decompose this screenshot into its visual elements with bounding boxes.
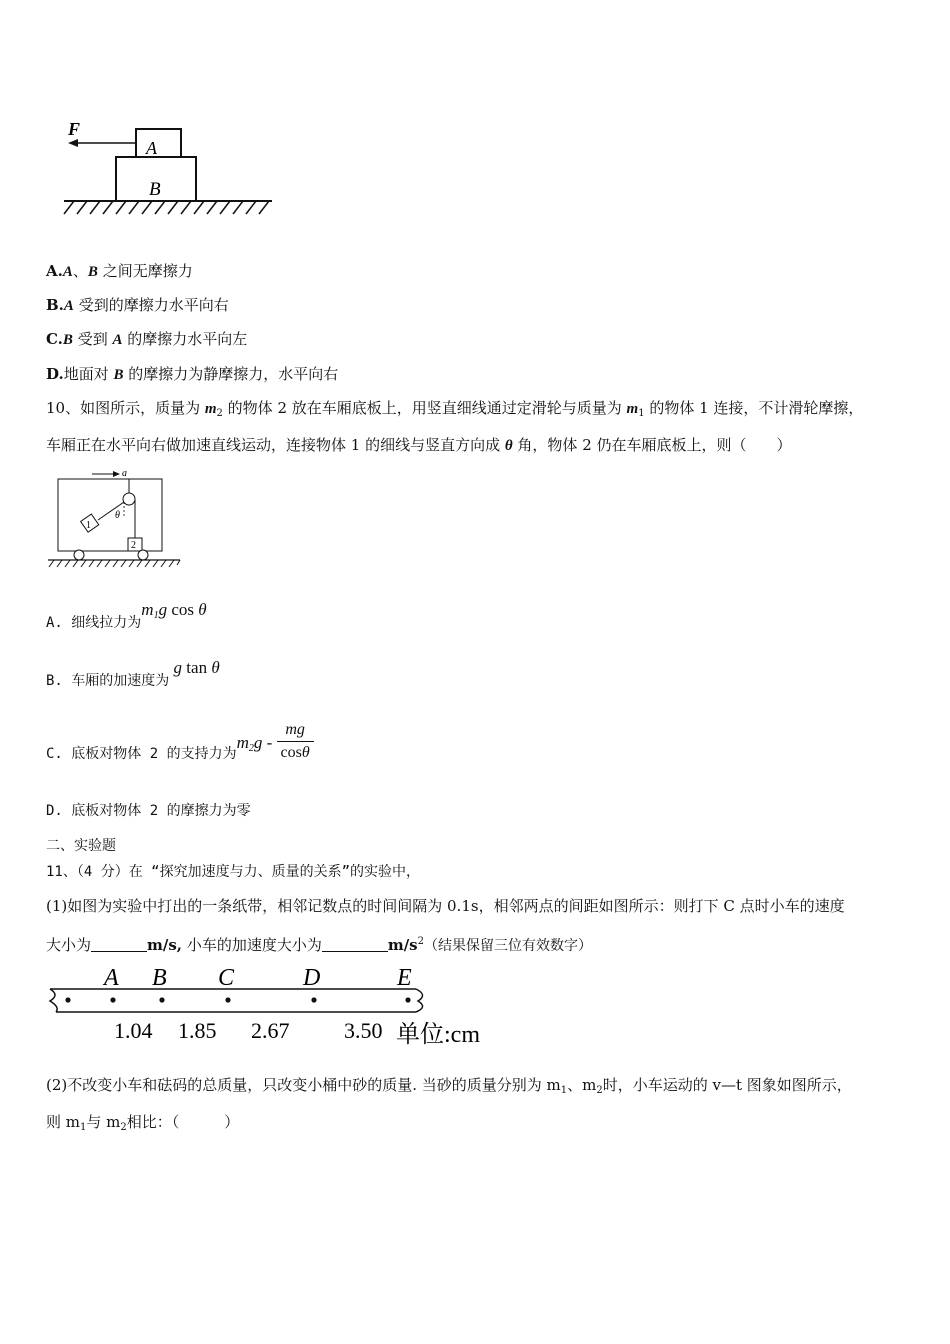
tape-unit: 单位:cm — [396, 1022, 480, 1048]
q9-option-c: C.B 受到 A 的摩擦力水平向左 — [46, 330, 248, 348]
tape-point-b: B — [152, 965, 167, 991]
tape-dot-e — [311, 997, 316, 1002]
figure-paper-tape — [44, 960, 504, 1052]
tape-point-e: E — [397, 965, 412, 991]
q11-part2-line2: 则 $m_1$与 $m_2$相比：（ ） — [46, 1113, 240, 1133]
object-2-label: 2 — [131, 540, 136, 551]
tape-point-c: C — [218, 965, 235, 991]
tape-point-a: A — [104, 965, 119, 991]
figure-blocks-ab — [60, 115, 280, 220]
q10-stem-line2: 车厢正在水平向右做加速直线运动，连接物体 1 的细线与竖直方向成 θ 角，物体 2 仍在车厢底板上，则（ ） — [46, 436, 792, 454]
q10-stem-line1: 10、如图所示，质量为 $m_2$ 的物体 2 放在车厢底板上，用竖直细线通过定滑轮与质量为 $m_1$ 的物体 1 连接，不计滑轮摩擦， — [46, 399, 864, 419]
object-1-label: 1 — [86, 520, 91, 531]
q11-part2-line1: (2)不改变小车和砝码的总质量，只改变小桶中砂的质量. 当砂的质量分别为 $m_1$、$m_2$时，小车运动的 v—t 图象如图所示， — [46, 1076, 852, 1096]
q9-option-b: B.A 受到的摩擦力水平向右 — [46, 296, 229, 314]
q10-option-c: C. 底板对物体 2 的支持力为$m_2g$ - $\frac{mg}{\cos\theta}$ — [46, 719, 314, 764]
q10-option-d: D. 底板对物体 2 的摩擦力为零 — [46, 803, 251, 819]
tape-distance-bc: 1.85 — [178, 1018, 217, 1043]
q9-option-a: A.A、B 之间无摩擦力 — [46, 262, 193, 280]
q11-part1-line1: (1)如图为实验中打出的一条纸带，相邻记数点的时间间隔为 0.1s，相邻两点的间距如图所示：则打下 C 点时小车的速度 — [46, 897, 845, 915]
tape-point-d: D — [303, 965, 321, 991]
q9-option-d: D.地面对 B 的摩擦力为静摩擦力，水平向右 — [46, 365, 339, 383]
tape-dot-f — [405, 997, 410, 1002]
figure-carriage — [46, 466, 186, 574]
section-title: 二、实验题 — [46, 838, 116, 854]
tape-distance-de: 3.50 — [344, 1018, 383, 1043]
answer-blank-velocity[interactable] — [91, 937, 147, 952]
answer-blank-acceleration[interactable] — [322, 937, 388, 952]
q11-part1-line2: 大小为 m/s, 小车的加速度大小为 $m/s^2$（结果保留三位有效数字） — [46, 936, 592, 954]
block-a — [136, 129, 181, 157]
force-label: F — [68, 119, 81, 139]
tape-distance-ab: 1.04 — [114, 1018, 153, 1043]
angle-label: θ — [115, 510, 120, 521]
tape-dot-a — [65, 997, 70, 1002]
q11-title: 11、（4 分）在 “探究加速度与力、质量的关系”的实验中， — [46, 864, 420, 880]
q10-option-b: B. 车厢的加速度为 g tan θ — [46, 658, 220, 689]
q10-option-a: A. 细线拉力为$m_1g$ cos θ — [46, 600, 207, 631]
tape-dot-d — [225, 997, 230, 1002]
pulley — [123, 493, 135, 505]
block-a-label: A — [146, 138, 157, 158]
carriage-body — [58, 479, 162, 551]
accel-label: a — [122, 468, 127, 479]
tape-dot-b — [110, 997, 115, 1002]
tape-distance-cd: 2.67 — [251, 1018, 290, 1043]
tape-dot-c — [159, 997, 164, 1002]
block-b-label: B — [149, 179, 161, 200]
